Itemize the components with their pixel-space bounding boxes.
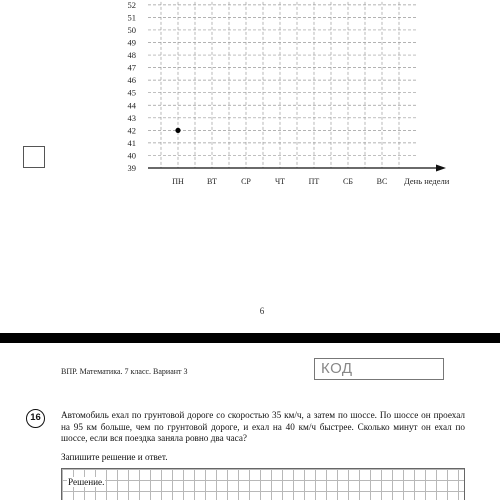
worksheet-page-bottom	[0, 343, 500, 500]
x-axis-arrow	[436, 165, 446, 172]
y-tick-label: 46	[127, 75, 136, 86]
y-tick-label: 44	[127, 100, 136, 111]
x-tick-label: СБ	[343, 177, 353, 186]
y-tick-label: 41	[127, 137, 136, 148]
y-tick-label: 43	[127, 112, 136, 123]
x-tick-label: ВС	[376, 177, 388, 186]
task-number-badge: 16	[26, 409, 45, 428]
x-tick-label: СР	[241, 177, 251, 186]
solution-grid[interactable]	[61, 468, 465, 500]
y-tick-label: 50	[127, 24, 136, 35]
code-label: КОД	[321, 360, 353, 377]
x-tick-label: ПН	[172, 177, 184, 186]
y-tick-label: 47	[127, 62, 136, 73]
y-tick-label: 51	[127, 12, 136, 23]
y-tick-label: 48	[127, 50, 136, 61]
answer-checkbox[interactable]	[23, 146, 45, 168]
y-tick-label: 49	[127, 37, 136, 48]
page-divider	[0, 333, 500, 343]
worksheet-header: ВПР. Математика. 7 класс. Вариант 3	[61, 367, 188, 376]
y-tick-label: 45	[127, 87, 136, 98]
code-field[interactable]	[314, 358, 444, 380]
y-tick-label: 52	[127, 0, 136, 10]
x-tick-label: ВТ	[206, 177, 218, 186]
y-tick-label: 39	[127, 163, 136, 173]
y-tick-label: 42	[127, 125, 136, 136]
task-text: Автомобиль ехал по грунтовой дороге со скоростью 35 км/ч, а затем по шоссе. По шоссе он проехал на 95 км больше, чем по грунтовой дороге, и ехал на 40 км/ч быстрее. Сколько минут он ехал по шоссе, если вся поездка заняла ровно два часа?	[61, 410, 465, 443]
solution-label: Решение.	[68, 477, 105, 487]
page-number: 6	[259, 306, 265, 316]
y-tick-label: 40	[127, 150, 136, 161]
x-tick-label: ПТ	[308, 177, 320, 186]
task-instruction: Запишите решение и ответ.	[61, 452, 168, 462]
x-tick-label: ЧТ	[274, 177, 286, 186]
x-axis-label: День недели	[404, 176, 450, 186]
data-point	[175, 128, 180, 133]
